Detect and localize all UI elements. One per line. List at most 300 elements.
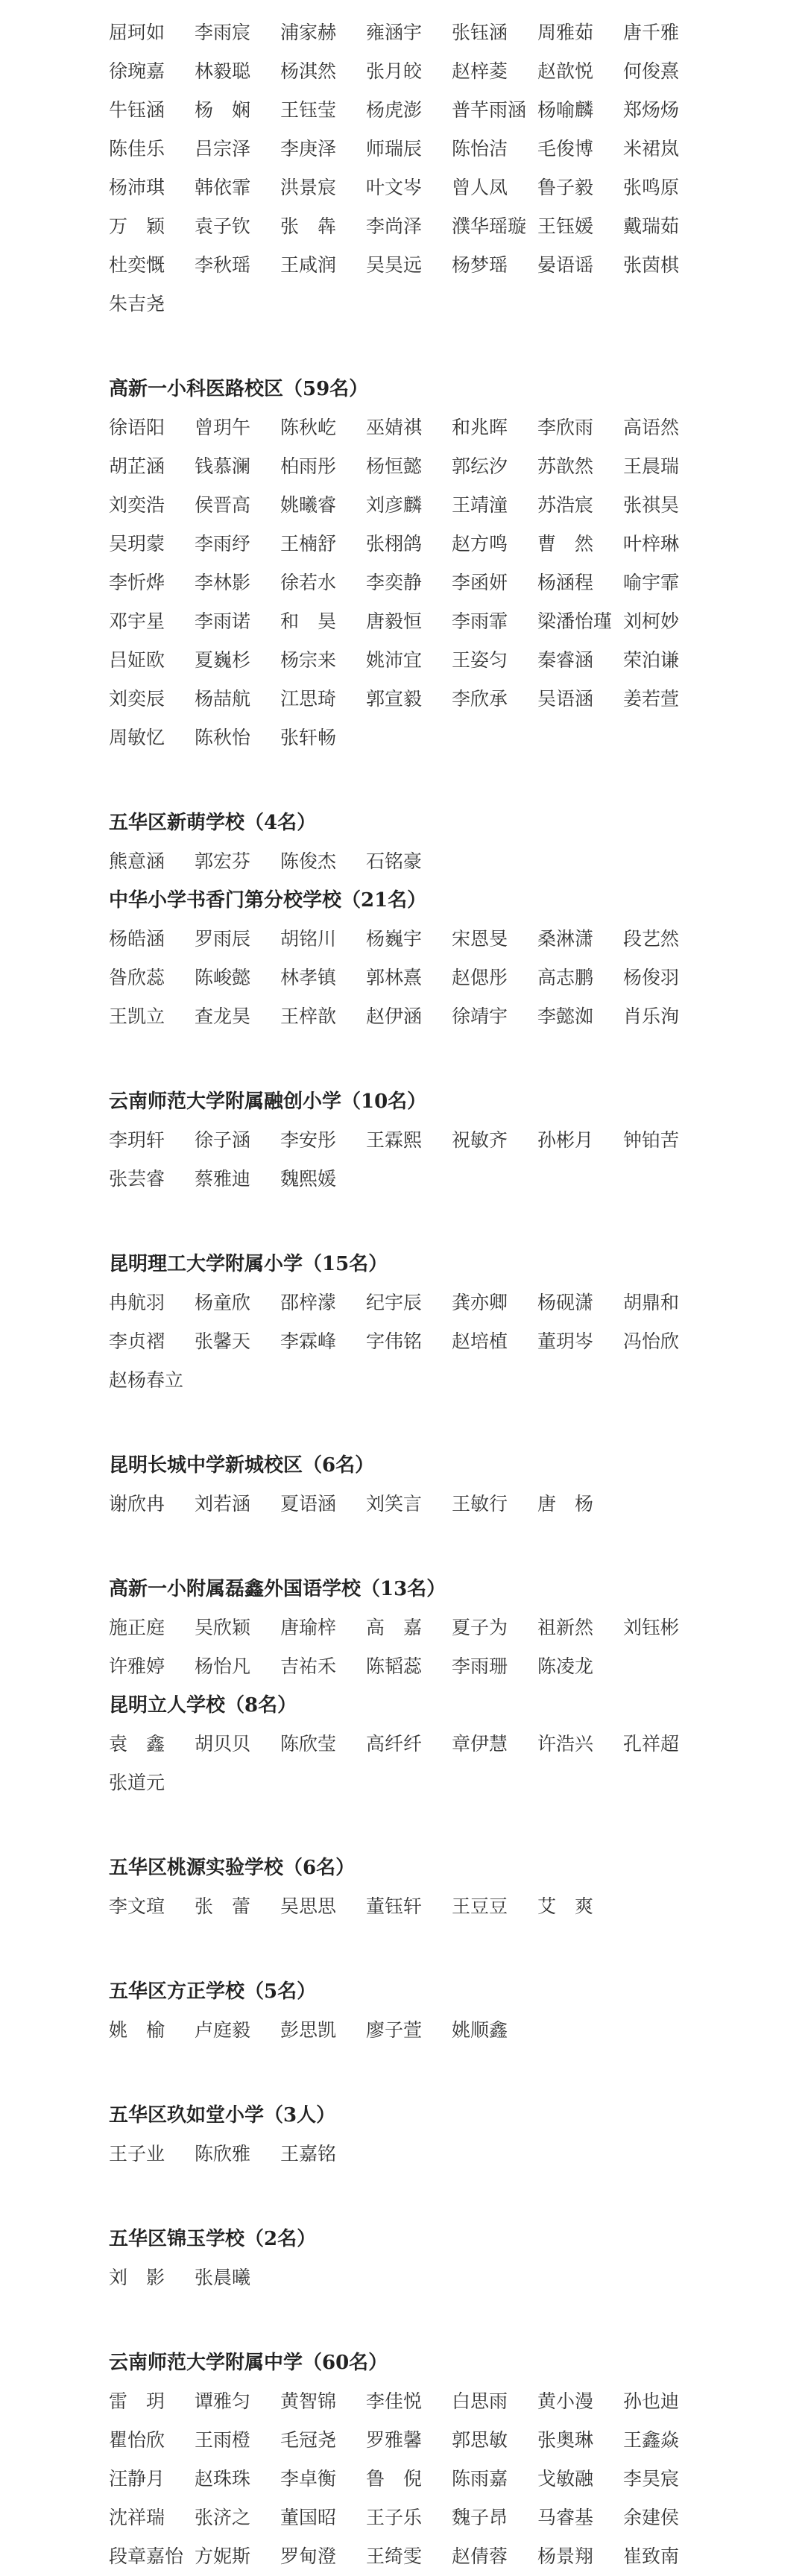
student-name: 谭雅匀 <box>195 2390 251 2412</box>
name-row <box>109 1322 805 1361</box>
school-section <box>109 1245 805 1400</box>
student-name: 刘柯妙 <box>623 610 680 632</box>
name-row <box>109 2498 805 2537</box>
student-name: 柏雨彤 <box>280 455 337 477</box>
student-name: 李文瑄 <box>109 1895 165 1917</box>
student-name: 杨沛琪 <box>109 177 165 198</box>
student-name: 李霖峰 <box>280 1330 337 1352</box>
student-name: 崔致南 <box>623 2545 680 2567</box>
school-title: 五华区新萌学校（4名） <box>109 812 317 834</box>
student-name: 梁潘怡瑾 <box>537 610 613 632</box>
name-row <box>109 1764 805 1802</box>
section-gap <box>109 1400 805 1446</box>
student-name: 张钰涵 <box>452 22 508 43</box>
student-name: 王敏行 <box>452 1493 508 1515</box>
student-name: 何俊熹 <box>623 60 680 82</box>
school-section <box>109 1446 805 1524</box>
student-name: 李尚泽 <box>366 215 423 237</box>
student-name: 张晨曦 <box>195 2267 251 2288</box>
student-name: 李庚泽 <box>280 138 337 160</box>
name-row <box>109 641 805 680</box>
student-name: 赵伊涵 <box>366 1006 423 1027</box>
student-name: 陈怡洁 <box>452 138 508 160</box>
student-name: 杨淇然 <box>280 60 337 82</box>
student-name: 濮华瑶璇 <box>452 215 527 237</box>
student-name: 毛俊博 <box>537 138 594 160</box>
student-name: 陈秋屹 <box>280 417 337 438</box>
student-name: 张馨天 <box>195 1330 251 1352</box>
student-name: 魏熙媛 <box>280 1168 337 1190</box>
student-name: 李雨诺 <box>195 610 251 632</box>
student-name: 李贞褶 <box>109 1330 165 1352</box>
name-row <box>109 2460 805 2498</box>
student-name: 赵歆悦 <box>537 60 594 82</box>
student-name: 王梓歆 <box>280 1006 337 1027</box>
section-gap <box>109 1199 805 1245</box>
name-row <box>109 2382 805 2421</box>
name-row <box>109 91 805 130</box>
student-name: 杨巍宇 <box>366 928 423 950</box>
student-name: 姚顺鑫 <box>452 2019 508 2041</box>
name-row <box>109 285 805 323</box>
student-name: 杨砚潇 <box>537 1292 594 1313</box>
name-row <box>109 13 805 52</box>
student-name: 洪景宸 <box>280 177 337 198</box>
student-name: 夏语涵 <box>280 1493 337 1515</box>
student-name: 杨景翔 <box>537 2545 594 2567</box>
student-name: 孙彬月 <box>537 1129 594 1151</box>
name-row <box>109 2421 805 2460</box>
school-title: 云南师范大学附属融创小学（10名） <box>109 1090 427 1113</box>
student-name: 晏语谣 <box>537 254 594 276</box>
name-row <box>109 408 805 447</box>
section-gap <box>109 1524 805 1570</box>
student-name: 戴瑞茹 <box>623 215 680 237</box>
student-name: 姜若萱 <box>623 688 680 710</box>
student-name: 钟铂苦 <box>623 1129 680 1151</box>
student-name: 刘若涵 <box>195 1493 251 1515</box>
name-row <box>109 842 805 881</box>
student-name: 林孝镇 <box>280 967 337 988</box>
student-name: 方妮斯 <box>195 2545 251 2567</box>
student-name: 李佳悦 <box>366 2390 423 2412</box>
section-gap <box>109 1802 805 1849</box>
student-name: 刘笑言 <box>366 1493 423 1515</box>
student-name: 袁子钦 <box>195 215 251 237</box>
student-name: 张芸睿 <box>109 1168 165 1190</box>
student-name: 纪宇辰 <box>366 1292 423 1313</box>
school-section <box>109 1972 805 2050</box>
name-row <box>109 920 805 959</box>
student-name: 杨恒懿 <box>366 455 423 477</box>
student-name: 和 昊 <box>280 610 337 632</box>
student-name: 鲁 倪 <box>366 2468 423 2490</box>
student-name: 唐瑜梓 <box>280 1617 337 1638</box>
student-name: 章伊慧 <box>452 1733 508 1755</box>
student-name: 曹 然 <box>537 533 594 555</box>
student-name: 周敏忆 <box>109 727 165 748</box>
student-name: 陈欣雅 <box>195 2143 251 2165</box>
student-name: 刘 影 <box>109 2267 165 2288</box>
student-name: 杨梦瑶 <box>452 254 508 276</box>
student-name: 王咸润 <box>280 254 337 276</box>
student-name: 王姿匀 <box>452 649 508 671</box>
student-name: 吕宗泽 <box>195 138 251 160</box>
school-title: 五华区方正学校（5名） <box>109 1980 317 2003</box>
student-name: 徐若水 <box>280 572 337 593</box>
student-name: 陈雨嘉 <box>452 2468 508 2490</box>
student-name: 陈峻懿 <box>195 967 251 988</box>
student-name: 王楠舒 <box>280 533 337 555</box>
student-name: 郑炀炀 <box>623 99 680 121</box>
section-gap <box>109 2297 805 2343</box>
school-title: 五华区玖如堂小学（3人） <box>109 2104 336 2127</box>
student-name: 李函妍 <box>452 572 508 593</box>
student-name: 罗甸澄 <box>280 2545 337 2567</box>
student-name: 王晨瑞 <box>623 455 680 477</box>
name-row <box>109 602 805 641</box>
student-name: 李昊宸 <box>623 2468 680 2490</box>
section-gap <box>109 323 805 370</box>
student-name: 秦睿涵 <box>537 649 594 671</box>
student-name: 李秋瑶 <box>195 254 251 276</box>
student-name: 许雅婷 <box>109 1655 165 1677</box>
student-name: 王钰媛 <box>537 215 594 237</box>
section-gap <box>109 1926 805 1972</box>
student-name: 和兆晖 <box>452 417 508 438</box>
student-name: 冯怡欣 <box>623 1330 680 1352</box>
student-name: 邓宇星 <box>109 610 165 632</box>
name-row <box>109 246 805 285</box>
student-name: 荣泊谦 <box>623 649 680 671</box>
student-name: 段艺然 <box>623 928 680 950</box>
section-gap <box>109 2050 805 2096</box>
student-name: 赵梓菱 <box>452 60 508 82</box>
name-row <box>109 2537 805 2576</box>
student-name: 侯晋高 <box>195 494 251 516</box>
student-name: 刘奕辰 <box>109 688 165 710</box>
school-title: 五华区桃源实验学校（6名） <box>109 1857 356 1879</box>
school-section <box>109 881 805 1036</box>
student-name: 胡铭川 <box>280 928 337 950</box>
student-name: 高 嘉 <box>366 1617 423 1638</box>
school-section <box>109 2343 805 2576</box>
student-name: 杨虎澎 <box>366 99 423 121</box>
student-name: 陈韬蕊 <box>366 1655 423 1677</box>
student-name: 朱吉尧 <box>109 293 165 315</box>
student-name: 郭宏芬 <box>195 850 251 872</box>
student-name: 唐毅恒 <box>366 610 423 632</box>
student-name: 施正庭 <box>109 1617 165 1638</box>
student-name: 昝欣蕊 <box>109 967 165 988</box>
student-name: 唐 杨 <box>537 1493 594 1515</box>
student-name: 曾人凤 <box>452 177 508 198</box>
student-name: 张济之 <box>195 2507 251 2528</box>
student-name: 黄小漫 <box>537 2390 594 2412</box>
student-name: 董国昭 <box>280 2507 337 2528</box>
student-name: 普芊雨涵 <box>452 99 527 121</box>
student-name: 赵珠珠 <box>195 2468 251 2490</box>
school-section <box>109 1570 805 1686</box>
student-name: 汪静月 <box>109 2468 165 2490</box>
student-name: 沈祥瑞 <box>109 2507 165 2528</box>
student-name: 牛钰涵 <box>109 99 165 121</box>
name-row <box>109 130 805 168</box>
student-name: 张轩畅 <box>280 727 337 748</box>
student-name: 王雨橙 <box>195 2429 251 2451</box>
student-name: 赵培植 <box>452 1330 508 1352</box>
name-row <box>109 52 805 91</box>
student-name: 江思琦 <box>280 688 337 710</box>
student-name: 廖子萱 <box>366 2019 423 2041</box>
student-name: 瞿怡欣 <box>109 2429 165 2451</box>
student-name: 胡鼎和 <box>623 1292 680 1313</box>
student-name: 吴欣颖 <box>195 1617 251 1638</box>
student-name: 叶文岑 <box>366 177 423 198</box>
student-name: 喻宇霏 <box>623 572 680 593</box>
student-name: 杨涵程 <box>537 572 594 593</box>
student-name: 李安彤 <box>280 1129 337 1151</box>
student-name: 张道元 <box>109 1772 165 1793</box>
name-row <box>109 1121 805 1160</box>
student-name: 杜奕慨 <box>109 254 165 276</box>
student-name: 钱慕澜 <box>195 455 251 477</box>
school-title: 高新一小附属磊鑫外国语学校（13名） <box>109 1578 446 1600</box>
school-title: 昆明理工大学附属小学（15名） <box>109 1253 388 1275</box>
student-name: 陈佳乐 <box>109 138 165 160</box>
student-name: 陈秋怡 <box>195 727 251 748</box>
student-name: 王嘉铭 <box>280 2143 337 2165</box>
school-section <box>109 2220 805 2297</box>
name-row <box>109 1725 805 1764</box>
name-row <box>109 1361 805 1400</box>
school-section <box>109 1686 805 1802</box>
school-section <box>109 13 805 323</box>
student-name: 卢庭毅 <box>195 2019 251 2041</box>
name-row <box>109 168 805 207</box>
student-name: 夏巍杉 <box>195 649 251 671</box>
student-name: 雍涵宇 <box>366 22 423 43</box>
student-name: 彭思凯 <box>280 2019 337 2041</box>
student-name: 孙也迪 <box>623 2390 680 2412</box>
student-name: 陈凌龙 <box>537 1655 594 1677</box>
student-name: 郭宣毅 <box>366 688 423 710</box>
student-name: 毛冠尧 <box>280 2429 337 2451</box>
student-name: 郭林熹 <box>366 967 423 988</box>
student-name: 郭纭汐 <box>452 455 508 477</box>
student-name: 王鑫焱 <box>623 2429 680 2451</box>
student-name: 胡芷涵 <box>109 455 165 477</box>
student-name: 赵偲彤 <box>452 967 508 988</box>
student-name: 余建侯 <box>623 2507 680 2528</box>
student-name: 蔡雅迪 <box>195 1168 251 1190</box>
student-name: 李忻烨 <box>109 572 165 593</box>
student-name: 高纤纤 <box>366 1733 423 1755</box>
student-name: 赵倩蓉 <box>452 2545 508 2567</box>
student-name: 刘彦麟 <box>366 494 423 516</box>
student-name: 徐靖宇 <box>452 1006 508 1027</box>
student-name: 李林影 <box>195 572 251 593</box>
student-name: 浦家赫 <box>280 22 337 43</box>
school-title: 云南师范大学附属中学（60名） <box>109 2352 388 2374</box>
student-name: 段章嘉怡 <box>109 2545 184 2567</box>
student-name: 巫婧祺 <box>366 417 423 438</box>
student-name: 李奕静 <box>366 572 423 593</box>
student-name: 李雨霏 <box>452 610 508 632</box>
student-name: 字伟铭 <box>366 1330 423 1352</box>
name-row <box>109 680 805 719</box>
name-row <box>109 1609 805 1647</box>
student-name: 董钰轩 <box>366 1895 423 1917</box>
student-name: 祝敏齐 <box>452 1129 508 1151</box>
student-name: 徐子涵 <box>195 1129 251 1151</box>
student-name: 熊意涵 <box>109 850 165 872</box>
student-name: 杨 娴 <box>195 99 251 121</box>
student-name: 邵梓濛 <box>280 1292 337 1313</box>
student-name: 张栩鸽 <box>366 533 423 555</box>
student-name: 冉航羽 <box>109 1292 165 1313</box>
student-name: 陈欣莹 <box>280 1733 337 1755</box>
student-name: 王凯立 <box>109 1006 165 1027</box>
school-title: 昆明立人学校（8名） <box>109 1694 297 1717</box>
student-name: 刘奕浩 <box>109 494 165 516</box>
student-name: 谢欣冉 <box>109 1493 165 1515</box>
student-name: 罗雨辰 <box>195 928 251 950</box>
student-name: 鲁子毅 <box>537 177 594 198</box>
student-name: 郭思敏 <box>452 2429 508 2451</box>
student-name: 李懿洳 <box>537 1006 594 1027</box>
student-name: 张 犇 <box>280 215 337 237</box>
student-name: 王霖熙 <box>366 1129 423 1151</box>
name-row <box>109 447 805 486</box>
student-name: 张月皎 <box>366 60 423 82</box>
student-name: 徐琬嘉 <box>109 60 165 82</box>
student-name: 杨童欣 <box>195 1292 251 1313</box>
name-row <box>109 2135 805 2174</box>
name-row <box>109 207 805 246</box>
name-row <box>109 525 805 564</box>
name-row <box>109 1647 805 1686</box>
student-name: 陈俊杰 <box>280 850 337 872</box>
student-name: 查龙昊 <box>195 1006 251 1027</box>
student-name: 张鸣原 <box>623 177 680 198</box>
student-name: 王子乐 <box>366 2507 423 2528</box>
student-name: 姚沛宜 <box>366 649 423 671</box>
student-name: 李玥轩 <box>109 1129 165 1151</box>
student-name: 夏子为 <box>452 1617 508 1638</box>
student-name: 张祺昊 <box>623 494 680 516</box>
name-row <box>109 486 805 525</box>
student-name: 屈珂如 <box>109 22 165 43</box>
name-row <box>109 997 805 1036</box>
student-name: 戈敏融 <box>537 2468 594 2490</box>
student-name: 杨宗来 <box>280 649 337 671</box>
name-row <box>109 1284 805 1322</box>
school-title: 昆明长城中学新城校区（6名） <box>109 1454 375 1477</box>
student-name: 曾玥午 <box>195 417 251 438</box>
student-name: 苏浩宸 <box>537 494 594 516</box>
student-name: 孔祥超 <box>623 1733 680 1755</box>
student-name: 祖新然 <box>537 1617 594 1638</box>
student-name: 黄智锦 <box>280 2390 337 2412</box>
name-row <box>109 1887 805 1926</box>
student-name: 刘钰彬 <box>623 1617 680 1638</box>
student-name: 王子业 <box>109 2143 165 2165</box>
student-name: 杨俊羽 <box>623 967 680 988</box>
student-name: 宋恩旻 <box>452 928 508 950</box>
student-name: 许浩兴 <box>537 1733 594 1755</box>
section-gap <box>109 2174 805 2220</box>
student-name: 艾 爽 <box>537 1895 594 1917</box>
student-name: 王豆豆 <box>452 1895 508 1917</box>
student-name: 姚 榆 <box>109 2019 165 2041</box>
school-section <box>109 804 805 881</box>
student-name: 张奥琳 <box>537 2429 594 2451</box>
student-name: 龚亦卿 <box>452 1292 508 1313</box>
student-name: 林毅聪 <box>195 60 251 82</box>
student-name: 雷 玥 <box>109 2390 165 2412</box>
student-name: 肖乐洵 <box>623 1006 680 1027</box>
student-name: 赵方鸣 <box>452 533 508 555</box>
student-name: 董玥岑 <box>537 1330 594 1352</box>
student-name: 张茵棋 <box>623 254 680 276</box>
student-name: 王绮雯 <box>366 2545 423 2567</box>
section-gap <box>109 1036 805 1082</box>
student-name: 张 蕾 <box>195 1895 251 1917</box>
school-title: 中华小学书香门第分校学校（21名） <box>109 889 427 912</box>
student-name: 李雨宸 <box>195 22 251 43</box>
student-name: 石铭豪 <box>366 850 423 872</box>
student-name: 桑淋潇 <box>537 928 594 950</box>
student-name: 吴语涵 <box>537 688 594 710</box>
name-row <box>109 2258 805 2297</box>
student-name: 赵杨春立 <box>109 1369 184 1391</box>
student-name: 吴玥蒙 <box>109 533 165 555</box>
student-name: 白思雨 <box>452 2390 508 2412</box>
student-name: 李卓衡 <box>280 2468 337 2490</box>
student-name: 罗雅馨 <box>366 2429 423 2451</box>
student-name: 吉祐禾 <box>280 1655 337 1677</box>
name-row <box>109 719 805 757</box>
student-name: 苏歆然 <box>537 455 594 477</box>
student-name: 王钰莹 <box>280 99 337 121</box>
student-name: 胡贝贝 <box>195 1733 251 1755</box>
student-name: 李雨珊 <box>452 1655 508 1677</box>
name-row <box>109 1160 805 1199</box>
name-row <box>109 2011 805 2050</box>
student-name: 袁 鑫 <box>109 1733 165 1755</box>
name-row <box>109 959 805 997</box>
school-title: 高新一小科医路校区（59名） <box>109 378 369 400</box>
student-name: 杨喻麟 <box>537 99 594 121</box>
student-name: 王靖潼 <box>452 494 508 516</box>
school-section <box>109 370 805 757</box>
student-name: 杨怡凡 <box>195 1655 251 1677</box>
student-name: 姚曦睿 <box>280 494 337 516</box>
student-name: 李欣承 <box>452 688 508 710</box>
student-name: 叶梓琳 <box>623 533 680 555</box>
student-name: 高志鹏 <box>537 967 594 988</box>
school-section <box>109 1082 805 1199</box>
student-name: 师瑞辰 <box>366 138 423 160</box>
student-name: 高语然 <box>623 417 680 438</box>
student-name: 杨皓涵 <box>109 928 165 950</box>
school-title: 五华区锦玉学校（2名） <box>109 2228 317 2250</box>
student-name: 杨喆航 <box>195 688 251 710</box>
student-name: 韩依霏 <box>195 177 251 198</box>
student-name: 周雅茹 <box>537 22 594 43</box>
student-name: 李雨纾 <box>195 533 251 555</box>
